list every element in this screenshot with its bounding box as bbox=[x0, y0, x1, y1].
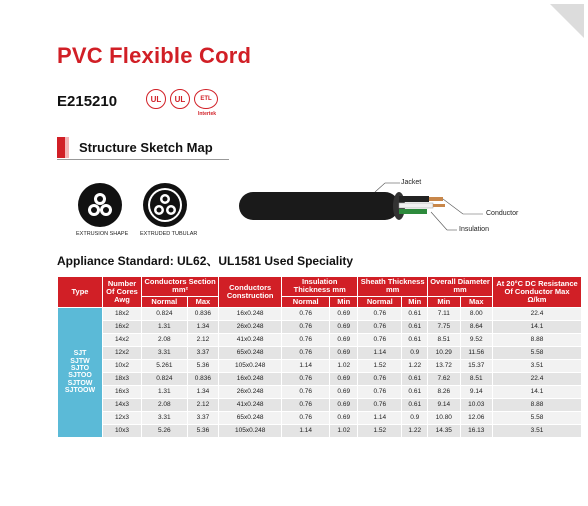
cert-number: E215210 bbox=[57, 93, 118, 110]
header-type: Type bbox=[58, 277, 103, 308]
table-cell: 0.76 bbox=[358, 333, 402, 346]
table-cell: 0.824 bbox=[142, 307, 188, 320]
cul-logo bbox=[170, 89, 190, 109]
table-cell: 0.69 bbox=[330, 320, 358, 333]
table-cell: 0.69 bbox=[330, 307, 358, 320]
table-cell: 8.64 bbox=[460, 320, 492, 333]
header-diameter: Overall Diameter mm bbox=[428, 277, 493, 297]
table-cell: 10x2 bbox=[103, 359, 142, 372]
table-cell: 0.76 bbox=[358, 320, 402, 333]
header-construction: Conductors Construction bbox=[219, 277, 282, 308]
table-cell: 12x3 bbox=[103, 411, 142, 424]
table-cell: 3.37 bbox=[187, 411, 219, 424]
table-cell: 9.14 bbox=[428, 398, 460, 411]
table-cell: 65x0.248 bbox=[219, 346, 282, 359]
table-cell: 2.08 bbox=[142, 333, 188, 346]
table-cell: 1.14 bbox=[282, 424, 330, 437]
section-accent-light bbox=[65, 137, 69, 158]
ul-logo bbox=[146, 89, 166, 109]
subheader-min: Min bbox=[330, 296, 358, 307]
table-cell: 0.61 bbox=[402, 307, 428, 320]
etl-logo-text: ETL bbox=[200, 96, 212, 102]
extrusion-core-2-inner bbox=[103, 207, 109, 213]
table-cell: 1.52 bbox=[358, 359, 402, 372]
table-cell: 1.22 bbox=[402, 424, 428, 437]
spec-table bbox=[57, 276, 582, 438]
table-cell: 0.76 bbox=[282, 307, 330, 320]
table-cell: 10x3 bbox=[103, 424, 142, 437]
table-cell: 18x2 bbox=[103, 307, 142, 320]
section-accent bbox=[57, 137, 65, 158]
header-sheath: Sheath Thickness mm bbox=[358, 277, 428, 297]
table-row bbox=[58, 307, 582, 320]
table-cell: 5.261 bbox=[142, 359, 188, 372]
header-section: Conductors Section mm² bbox=[142, 277, 219, 297]
table-cell: 14x2 bbox=[103, 333, 142, 346]
tubular-core-1-inner bbox=[157, 208, 162, 213]
table-cell: 0.69 bbox=[330, 346, 358, 359]
table-cell: 14.35 bbox=[428, 424, 460, 437]
table-cell: 0.69 bbox=[330, 411, 358, 424]
table-cell: 22.4 bbox=[493, 307, 582, 320]
table-cell: 0.76 bbox=[282, 333, 330, 346]
table-cell: 1.02 bbox=[330, 359, 358, 372]
table-row bbox=[58, 398, 582, 411]
table-cell: 26x0.248 bbox=[219, 385, 282, 398]
table-row bbox=[58, 424, 582, 437]
table-cell: 9.52 bbox=[460, 333, 492, 346]
table-cell: 12x2 bbox=[103, 346, 142, 359]
table-cell: 15.37 bbox=[460, 359, 492, 372]
table-cell: 14.1 bbox=[493, 385, 582, 398]
table-cell: 0.69 bbox=[330, 398, 358, 411]
table-cell: 0.76 bbox=[282, 320, 330, 333]
subheader-max: Max bbox=[187, 296, 219, 307]
table-row bbox=[58, 346, 582, 359]
table-cell: 0.76 bbox=[282, 411, 330, 424]
table-cell: 8.88 bbox=[493, 333, 582, 346]
table-cell: 0.76 bbox=[358, 398, 402, 411]
table-cell: 2.12 bbox=[187, 333, 219, 346]
table-row bbox=[58, 385, 582, 398]
table-cell: 3.51 bbox=[493, 359, 582, 372]
table-cell: 8.88 bbox=[493, 398, 582, 411]
table-row bbox=[58, 411, 582, 424]
table-row bbox=[58, 359, 582, 372]
table-cell: 105x0.248 bbox=[219, 359, 282, 372]
table-cell: 3.31 bbox=[142, 411, 188, 424]
cross-section-sketches bbox=[70, 180, 210, 245]
table-cell: 3.37 bbox=[187, 346, 219, 359]
table-cell: 26x0.248 bbox=[219, 320, 282, 333]
table-cell: 8.51 bbox=[460, 372, 492, 385]
table-cell: 5.58 bbox=[493, 346, 582, 359]
ul-logo-text: UL bbox=[150, 94, 162, 104]
type-cell: SJT SJTW SJTO SJTOO SJTOW SJTOOW bbox=[58, 307, 103, 437]
table-row bbox=[58, 372, 582, 385]
table-cell: 0.69 bbox=[330, 385, 358, 398]
table-cell: 2.12 bbox=[187, 398, 219, 411]
etl-sub-text: Intertek bbox=[197, 111, 217, 117]
extrusion-shape-label: EXTRUSION SHAPE bbox=[76, 231, 129, 237]
table-cell: 0.61 bbox=[402, 320, 428, 333]
subheader-max: Max bbox=[460, 296, 492, 307]
table-cell: 12.06 bbox=[460, 411, 492, 424]
table-cell: 16.13 bbox=[460, 424, 492, 437]
subheader-normal: Normal bbox=[358, 296, 402, 307]
table-cell: 1.14 bbox=[282, 359, 330, 372]
conductor-leader bbox=[443, 199, 463, 214]
subheader-min: Min bbox=[402, 296, 428, 307]
tubular-core-2-inner bbox=[169, 208, 174, 213]
table-cell: 16x0.248 bbox=[219, 372, 282, 385]
table-cell: 0.76 bbox=[282, 372, 330, 385]
table-cell: 3.31 bbox=[142, 346, 188, 359]
table-cell: 0.76 bbox=[358, 385, 402, 398]
table-cell: 0.76 bbox=[282, 346, 330, 359]
header-cores: Number Of Cores Awg bbox=[103, 277, 142, 308]
table-cell: 105x0.248 bbox=[219, 424, 282, 437]
conductor-label: Conductor bbox=[486, 210, 519, 217]
table-cell: 41x0.248 bbox=[219, 333, 282, 346]
table-cell: 9.14 bbox=[460, 385, 492, 398]
cable-drawing bbox=[235, 178, 535, 238]
table-cell: 1.52 bbox=[358, 424, 402, 437]
table-cell: 41x0.248 bbox=[219, 398, 282, 411]
cable-illustration bbox=[235, 178, 535, 243]
extrusion-core-1-inner bbox=[91, 207, 97, 213]
tubular-core-3-inner bbox=[163, 197, 168, 202]
table-cell: 14x3 bbox=[103, 398, 142, 411]
table-cell: 10.29 bbox=[428, 346, 460, 359]
table-cell: 0.9 bbox=[402, 346, 428, 359]
certification-logos bbox=[146, 89, 218, 117]
table-cell: 0.836 bbox=[187, 372, 219, 385]
table-row bbox=[58, 333, 582, 346]
table-cell: 65x0.248 bbox=[219, 411, 282, 424]
table-cell: 0.61 bbox=[402, 385, 428, 398]
table-cell: 8.51 bbox=[428, 333, 460, 346]
appliance-standard: Appliance Standard: UL62、UL1581 Used Speciality bbox=[57, 254, 354, 268]
table-cell: 1.14 bbox=[358, 411, 402, 424]
section-header bbox=[57, 137, 229, 160]
spec-table-body bbox=[58, 307, 582, 437]
page-title: PVC Flexible Cord bbox=[57, 43, 252, 68]
page-corner-fold bbox=[550, 4, 584, 38]
table-cell: 0.61 bbox=[402, 398, 428, 411]
extrusion-core-3-inner bbox=[97, 196, 103, 202]
table-row bbox=[58, 320, 582, 333]
section-title: Structure Sketch Map bbox=[79, 140, 213, 155]
table-cell: 0.824 bbox=[142, 372, 188, 385]
table-cell: 5.36 bbox=[187, 359, 219, 372]
table-cell: 16x3 bbox=[103, 385, 142, 398]
jacket-leader bbox=[375, 183, 385, 192]
table-cell: 8.26 bbox=[428, 385, 460, 398]
table-cell: 1.34 bbox=[187, 385, 219, 398]
table-cell: 22.4 bbox=[493, 372, 582, 385]
table-cell: 1.31 bbox=[142, 385, 188, 398]
table-cell: 0.76 bbox=[358, 372, 402, 385]
insulation-label: Insulation bbox=[459, 226, 489, 233]
table-cell: 1.31 bbox=[142, 320, 188, 333]
table-cell: 13.72 bbox=[428, 359, 460, 372]
table-cell: 10.80 bbox=[428, 411, 460, 424]
table-cell: 3.51 bbox=[493, 424, 582, 437]
table-cell: 8.00 bbox=[460, 307, 492, 320]
table-cell: 16x0.248 bbox=[219, 307, 282, 320]
subheader-normal: Normal bbox=[282, 296, 330, 307]
table-cell: 2.08 bbox=[142, 398, 188, 411]
table-cell: 1.34 bbox=[187, 320, 219, 333]
table-cell: 16x2 bbox=[103, 320, 142, 333]
extruded-tubular-label: EXTRUDED TUBULAR bbox=[140, 231, 198, 237]
subheader-normal: Normal bbox=[142, 296, 188, 307]
header-insulation: Insulation Thickness mm bbox=[282, 277, 358, 297]
table-cell: 0.61 bbox=[402, 333, 428, 346]
cable-jacket bbox=[239, 192, 399, 220]
table-cell: 5.36 bbox=[187, 424, 219, 437]
table-cell: 1.02 bbox=[330, 424, 358, 437]
table-cell: 0.69 bbox=[330, 333, 358, 346]
table-cell: 1.22 bbox=[402, 359, 428, 372]
table-cell: 11.56 bbox=[460, 346, 492, 359]
table-cell: 7.75 bbox=[428, 320, 460, 333]
table-cell: 10.03 bbox=[460, 398, 492, 411]
header-resistance: At 20°C DC Resistance Of Conductor Max Ω/km bbox=[493, 277, 582, 308]
etl-logo bbox=[194, 89, 218, 117]
table-cell: 14.1 bbox=[493, 320, 582, 333]
conductor-copper bbox=[429, 197, 443, 201]
table-cell: 5.26 bbox=[142, 424, 188, 437]
core-white bbox=[399, 203, 433, 208]
insulation-leader bbox=[431, 212, 447, 230]
table-cell: 0.69 bbox=[330, 372, 358, 385]
table-cell: 18x3 bbox=[103, 372, 142, 385]
table-cell: 5.58 bbox=[493, 411, 582, 424]
table-cell: 0.76 bbox=[282, 385, 330, 398]
table-cell: 0.61 bbox=[402, 372, 428, 385]
jacket-label: Jacket bbox=[401, 179, 422, 186]
subheader-min: Min bbox=[428, 296, 460, 307]
table-cell: 0.76 bbox=[358, 307, 402, 320]
table-cell: 0.9 bbox=[402, 411, 428, 424]
table-cell: 0.836 bbox=[187, 307, 219, 320]
table-cell: 7.62 bbox=[428, 372, 460, 385]
table-cell: 0.76 bbox=[282, 398, 330, 411]
core-black bbox=[399, 196, 429, 202]
table-cell: 1.14 bbox=[358, 346, 402, 359]
conductor-copper-2 bbox=[433, 204, 445, 207]
table-cell: 7.11 bbox=[428, 307, 460, 320]
cul-logo-text: UL bbox=[174, 94, 186, 104]
core-green bbox=[399, 209, 427, 214]
